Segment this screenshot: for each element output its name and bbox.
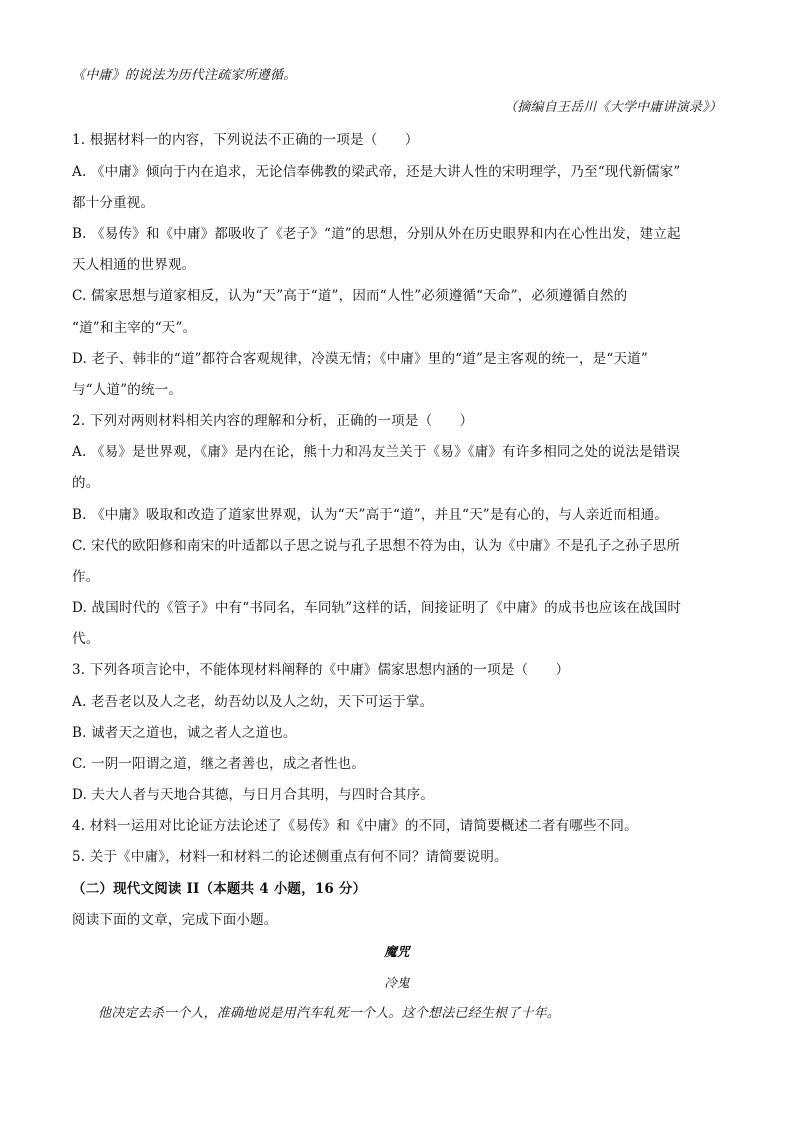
story-first-line: 他决定去杀一个人，准确地说是用汽车轧死一个人。这个想法已经生根了十年。 [98, 1006, 561, 1021]
question-1-option-b-cont: 天人相通的世界观。 [72, 257, 196, 273]
question-2-stem: 2. 下列对两则材料相关内容的理解和分析，正确的一项是（ ） [72, 413, 474, 429]
question-2-option-b: B. 《中庸》吸取和改造了道家世界观，认为“天”高于“道”，并且“天”是有心的，与人亲近而相通。 [72, 507, 669, 523]
question-3-option-c: C. 一阴一阳谓之道，继之者善也，成之者性也。 [72, 756, 366, 772]
question-3-option-a: A. 老吾老以及人之老，幼吾幼以及人之幼，天下可运于掌。 [72, 694, 434, 710]
section-instruction: 阅读下面的文章，完成下面小题。 [72, 912, 278, 928]
question-2-option-a: A. 《易》是世界观，《庸》是内在论，熊十力和冯友兰关于《易》《庸》有许多相同之处的说法是错误 [72, 444, 681, 460]
section-heading: （二）现代文阅读 II（本题共 4 小题，16 分） [72, 881, 367, 897]
passage-citation: （摘编自王岳川《大学中庸讲演录》） [504, 100, 722, 115]
question-5: 5. 关于《中庸》，材料一和材料二的论述侧重点有何不同？请简要说明。 [72, 849, 508, 865]
question-2-option-c: C. 宋代的欧阳修和南宋的叶适都以子思之说与孔子思想不符为由，认为《中庸》不是孔子之孙子思所 [72, 538, 681, 554]
question-1-stem: 1. 根据材料一的内容，下列说法不正确的一项是（ ） [72, 132, 419, 148]
question-2-option-d: D. 战国时代的《管子》中有“书同名，车同轨”这样的话，间接证明了《中庸》的成书也应该在战国时 [72, 600, 682, 616]
question-1-option-a-cont: 都十分重视。 [72, 195, 155, 211]
question-2-option-c-cont: 作。 [72, 569, 100, 585]
question-3-option-d: D. 夫大人者与天地合其德，与日月合其明，与四时合其序。 [72, 787, 435, 803]
question-3-stem: 3. 下列各项言论中，不能体现材料阐释的《中庸》儒家思想内涵的一项是（ ） [72, 662, 570, 678]
question-1-option-c-cont: “道”和主宰的“天”。 [72, 320, 197, 336]
question-1-option-a: A. 《中庸》倾向于内在追求，无论信奉佛教的梁武帝，还是大讲人性的宋明理学，乃至“现代新儒家” [72, 164, 681, 180]
question-3-option-b: B. 诚者天之道也，诚之者人之道也。 [72, 725, 297, 741]
story-author: 冷鬼 [384, 975, 410, 990]
question-1-option-d: D. 老子、韩非的“道”都符合客观规律，冷漠无情；《中庸》里的“道”是主客观的统一，是“天道” [72, 351, 648, 367]
question-2-option-d-cont: 代。 [72, 631, 100, 647]
question-2-option-a-cont: 的。 [72, 475, 100, 491]
question-1-option-b: B. 《易传》和《中庸》都吸收了《老子》“道”的思想，分别从外在历史眼界和内在心性出发，建立起 [72, 226, 681, 242]
story-title: 魔咒 [384, 944, 410, 959]
passage-closing-line: 《中庸》的说法为历代注疏家所遵循。 [72, 68, 297, 83]
question-4: 4. 材料一运用对比论证方法论述了《易传》和《中庸》的不同，请简要概述二者有哪些不同。 [72, 818, 638, 834]
question-1-option-c: C. 儒家思想与道家相反，认为“天”高于“道”，因而“人性”必须遵循“天命”，必须遵循自然的 [72, 288, 628, 304]
question-1-option-d-cont: 与“人道”的统一。 [72, 382, 183, 398]
